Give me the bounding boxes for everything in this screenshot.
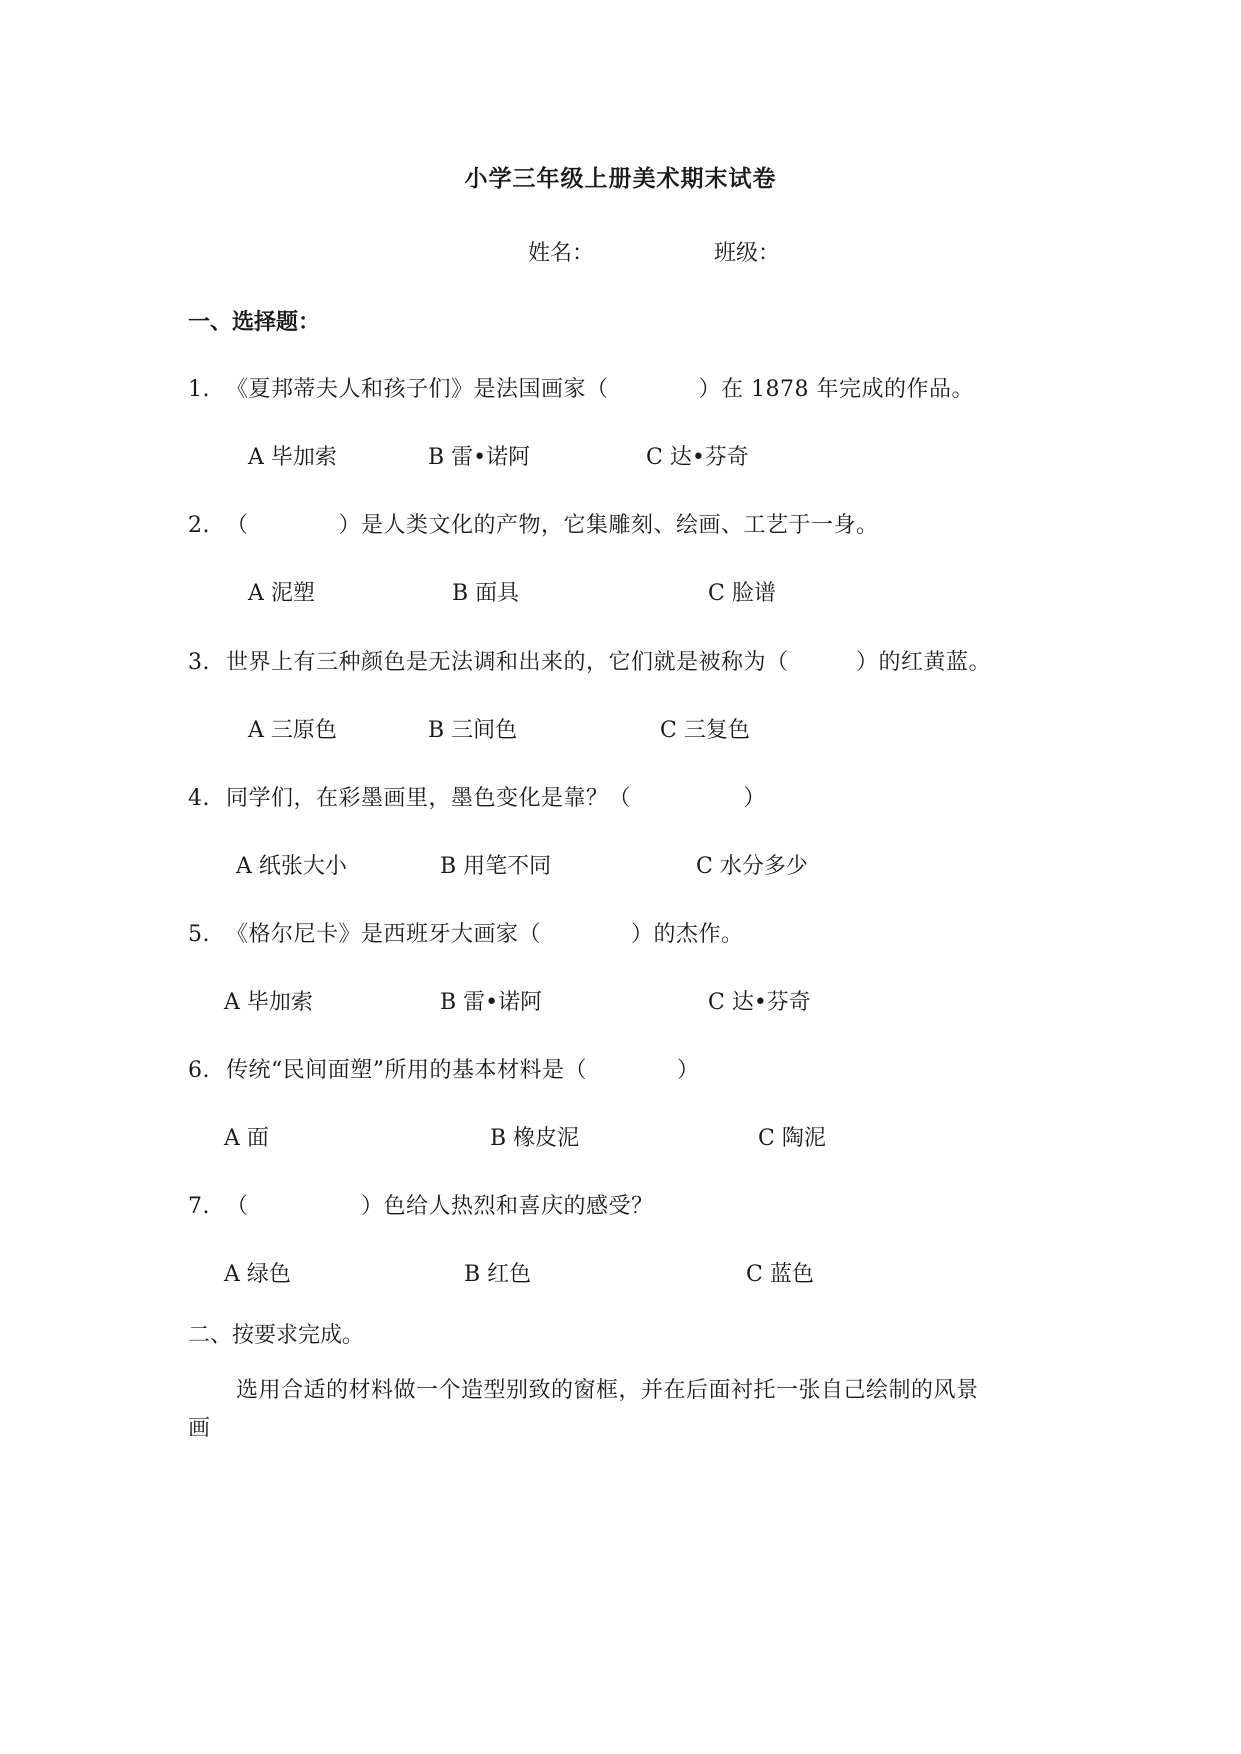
question-4 (188, 781, 766, 812)
question-number: 3. (188, 650, 210, 675)
option-c: C 三复色 (660, 718, 750, 743)
option-c: C 陶泥 (758, 1126, 826, 1151)
option-a: A 泥塑 (248, 581, 315, 606)
section-2-heading: 二、按要求完成。 (188, 1323, 365, 1348)
option-b: B 面具 (452, 581, 520, 606)
option-b: B 红色 (464, 1262, 532, 1287)
option-c: C 蓝色 (746, 1262, 814, 1287)
question-number: 1. (188, 377, 210, 402)
question-5 (188, 917, 744, 948)
option-c: C 达•芬奇 (708, 990, 811, 1015)
section-1-heading: 一、选择题： (188, 309, 321, 335)
question-text: （ ）是人类文化的产物，它集雕刻、绘画、工艺于一身。 (226, 513, 879, 538)
page-title: 小学三年级上册美术期末试卷 (464, 165, 777, 192)
task-line-2: 画 (188, 1416, 211, 1441)
student-info (528, 236, 781, 267)
class-label: 班级： (714, 241, 781, 266)
option-c: C 脸谱 (708, 581, 776, 606)
question-6 (188, 1053, 700, 1084)
question-7 (188, 1189, 654, 1220)
name-label: 姓名： (528, 241, 595, 266)
question-1 (188, 372, 974, 403)
question-2 (188, 508, 879, 539)
question-text: 《夏邦蒂夫人和孩子们》是法国画家（ ）在 1878 年完成的作品。 (226, 377, 974, 402)
question-number: 7. (188, 1194, 210, 1219)
option-b: B 雷•诺阿 (440, 990, 543, 1015)
option-a: A 纸张大小 (236, 854, 347, 879)
option-b: B 雷•诺阿 (428, 445, 531, 470)
option-a: A 三原色 (248, 718, 337, 743)
question-number: 6. (188, 1058, 210, 1083)
question-text: 《格尔尼卡》是西班牙大画家（ ）的杰作。 (226, 922, 744, 947)
question-number: 4. (188, 786, 210, 811)
option-a: A 面 (224, 1126, 269, 1151)
option-a: A 绿色 (224, 1262, 291, 1287)
option-b: B 三间色 (428, 718, 518, 743)
option-a: A 毕加索 (224, 990, 313, 1015)
option-a: A 毕加索 (248, 445, 337, 470)
section-2-task (188, 1372, 1058, 1448)
question-text: 传统“民间面塑”所用的基本材料是（ ） (226, 1058, 700, 1083)
question-number: 5. (188, 922, 210, 947)
option-c: C 达•芬奇 (646, 445, 749, 470)
option-b: B 用笔不同 (440, 854, 552, 879)
task-line-1: 选用合适的材料做一个造型别致的窗框，并在后面衬托一张自己绘制的风景 (236, 1378, 979, 1403)
question-text: （ ）色给人热烈和喜庆的感受？ (226, 1194, 654, 1219)
option-c: C 水分多少 (696, 854, 808, 879)
question-text: 世界上有三种颜色是无法调和出来的，它们就是被称为（ ）的红黄蓝。 (226, 650, 992, 675)
question-number: 2. (188, 513, 210, 538)
question-3 (188, 645, 991, 676)
question-text: 同学们，在彩墨画里，墨色变化是靠？（ ） (226, 786, 767, 811)
option-b: B 橡皮泥 (490, 1126, 580, 1151)
